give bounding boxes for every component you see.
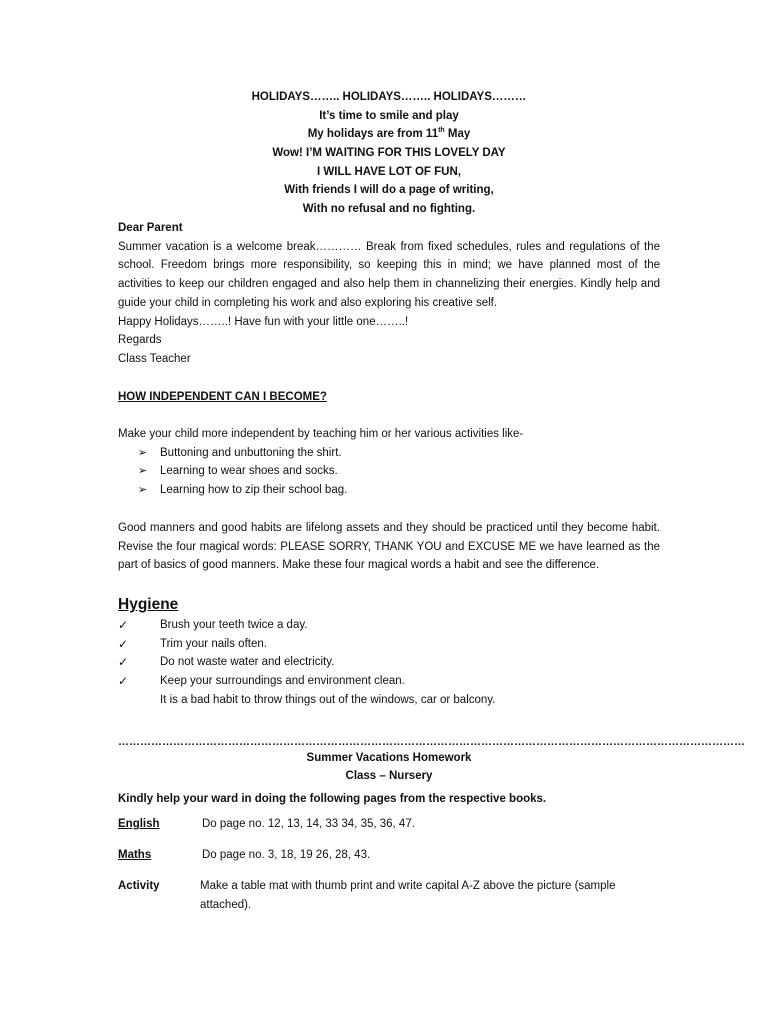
poem-line: It’s time to smile and play <box>319 109 459 122</box>
hygiene-list <box>118 616 660 709</box>
subject-label: Maths <box>118 849 152 861</box>
list-item-text: Trim your nails often. <box>160 637 267 650</box>
manners-paragraph: Good manners and good habits are lifelong assets and they should be practiced until they become habit. Revise the four magical words: PLEASE SORRY, THANK YOU and EXCUSE ME we have learned as the part of basics of good manners. Make these four magical words a habit and see the difference. <box>118 522 660 572</box>
poem <box>118 88 660 219</box>
task-text: Make a table mat with thumb print and write capital A-Z above the picture (sample attached). <box>200 880 616 911</box>
checkmark-icon: ✓ <box>118 655 129 670</box>
arrow-bullet-icon: ➢ <box>138 465 148 478</box>
homework-row <box>118 877 660 917</box>
poem-line <box>118 125 660 144</box>
list-item-text: Keep your surroundings and environment clean. <box>160 675 405 688</box>
task-text: Do page no. 12, 13, 14, 33 34, 35, 36, 47. <box>202 818 415 830</box>
section-heading: HOW INDEPENDENT CAN I BECOME? <box>118 391 327 403</box>
list-item-text: Learning how to zip their school bag. <box>160 484 348 497</box>
ordinal-suffix: th <box>438 127 445 135</box>
independence-section <box>118 388 660 407</box>
list-item <box>118 653 660 672</box>
subject-label: Activity <box>118 880 160 892</box>
checkmark-icon: ✓ <box>118 618 129 632</box>
arrow-bullet-icon: ➢ <box>138 484 148 497</box>
homework-row <box>118 815 660 835</box>
homework-class: Class – Nursery <box>345 770 433 782</box>
poem-line: With friends I will do a page of writing, <box>284 184 494 197</box>
poem-line: With no refusal and no fighting. <box>302 203 476 216</box>
holiday-wish: Happy Holidays……..! Have fun with your little one……..! <box>118 315 409 328</box>
letter <box>118 219 660 369</box>
list-item <box>118 672 660 691</box>
subject-label: English <box>118 818 160 830</box>
list-item-text: Do not waste water and electricity. <box>160 656 335 669</box>
list-item <box>118 444 660 463</box>
homework-instruction: Kindly help your ward in doing the following pages from the respective books. <box>118 793 547 805</box>
activity-list <box>118 444 660 500</box>
intro-text: Make your child more independent by teaching him or her various activities like- <box>118 428 524 440</box>
letter-body: Summer vacation is a welcome break………… Break from fixed schedules, rules and regulations of the school. Freedom brings more responsibility, so keeping this in mind; we have planned most of the activities to keep our children engaged and also help them in channelizing their energies. Kindly help and guide your child in completing his work and also exploring his creative self. <box>118 240 660 309</box>
checkmark-icon: ✓ <box>118 636 129 651</box>
hygiene-section <box>118 594 660 709</box>
poem-line: I WILL HAVE LOT OF FUN, <box>317 165 461 178</box>
list-item-text: Brush your teeth twice a day. <box>160 619 308 631</box>
list-item <box>118 481 660 500</box>
poem-line-text: May <box>444 128 471 141</box>
list-item <box>118 691 660 710</box>
poem-line-text: My holidays are from 11 <box>307 128 439 141</box>
arrow-bullet-icon: ➢ <box>138 446 148 459</box>
signature: Class Teacher <box>118 352 191 365</box>
list-item-text: Buttoning and unbuttoning the shirt. <box>160 446 342 459</box>
list-item-text: It is a bad habit to throw things out of the windows, car or balcony. <box>160 693 496 706</box>
list-item <box>118 616 660 635</box>
hygiene-heading: Hygiene <box>118 596 179 613</box>
task-text: Do page no. 3, 18, 19 26, 28, 43. <box>202 849 371 861</box>
list-item <box>118 462 660 481</box>
homework-row <box>118 846 660 866</box>
separator-line: ……………………………………………………………………………………………………………………………………………………… <box>118 736 745 748</box>
checkmark-icon: ✓ <box>118 674 129 689</box>
poem-line: HOLIDAYS…….. HOLIDAYS…….. HOLIDAYS……… <box>251 91 527 103</box>
regards: Regards <box>118 334 162 347</box>
homework-title: Summer Vacations Homework <box>306 752 472 764</box>
list-item <box>118 635 660 654</box>
salutation: Dear Parent <box>118 222 183 234</box>
poem-line: Wow! I’M WAITING FOR THIS LOVELY DAY <box>272 147 506 160</box>
independence-list <box>118 425 660 500</box>
list-item-text: Learning to wear shoes and socks. <box>160 465 338 478</box>
